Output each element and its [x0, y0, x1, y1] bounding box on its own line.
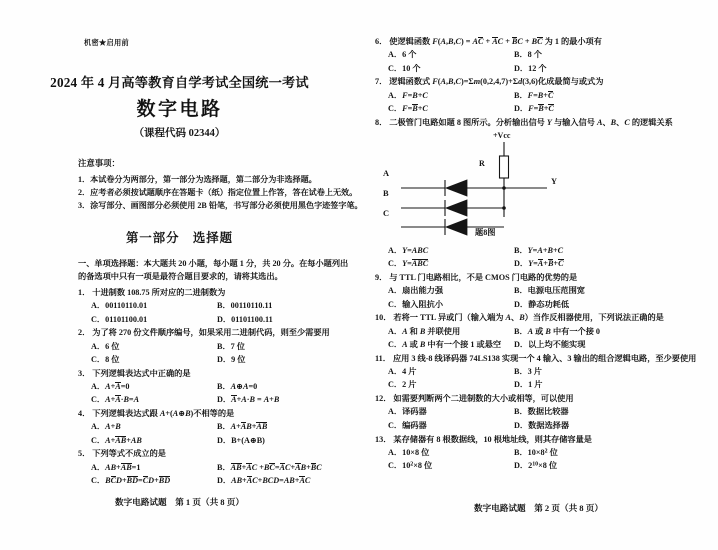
option-c[interactable]: C．8 位 — [91, 354, 120, 364]
option-b[interactable]: B．$10\times 8^2$ 位 — [514, 447, 558, 457]
question-stem: 下列逻辑表达式中正确的是 — [92, 368, 191, 378]
question-stem: 某存储器有 8 根数据线，10 根地址线，则其存储容量是 — [393, 434, 592, 444]
option-c[interactable]: C．A 或 B 中有一个接 1 或悬空 — [388, 340, 502, 350]
course-code: （课程代码 02344） — [133, 128, 226, 139]
option-a[interactable]: A．Y=ABC — [388, 246, 429, 256]
option-d[interactable]: D．9 位 — [217, 354, 246, 364]
section-intro: 一、单项选择题：本大题共 20 小题，每小题 1 分，共 20 分。在每小题列出的备选项中只有一项是最符合题目要求的，请将其选出。 — [78, 259, 349, 281]
question-3 — [78, 368, 354, 407]
question-1 — [78, 287, 354, 326]
page-footer-left: 数字电路试题 第 1 页（共 8 页） — [115, 497, 244, 507]
option-c[interactable]: C．BCD+BD=CD+BD — [91, 476, 171, 486]
option-b[interactable]: B．8 个 — [514, 50, 542, 60]
circuit-caption: 题8图 — [475, 228, 496, 238]
option-d[interactable]: D．$2^{10}\times 8$ 位 — [514, 461, 558, 471]
option-a[interactable]: A．A+A=0 — [91, 382, 130, 392]
option-b[interactable]: B．A⊕A=0 — [217, 382, 258, 392]
option-d[interactable]: D．A+A·B = A+B — [217, 395, 280, 405]
option-d[interactable]: D．1 片 — [514, 380, 543, 390]
option-d[interactable]: D．静态功耗低 — [514, 299, 570, 309]
option-group — [78, 461, 354, 488]
part-one-heading: 第一部分 选择题 — [125, 231, 234, 245]
option-d[interactable]: D．以上均不能实现 — [514, 340, 586, 350]
option-d[interactable]: D．数据选择器 — [514, 420, 570, 430]
question-stem: 二极管门电路如题 8 图所示。分析输出信号 Y 与输入信号 A、B、C 的逻辑关系 — [389, 117, 673, 127]
question-7 — [375, 76, 661, 115]
option-a[interactable]: A．扇出能力强 — [388, 286, 444, 296]
option-d[interactable]: D．F=B+C — [514, 103, 554, 113]
option-group — [78, 299, 354, 326]
circuit-svg — [375, 131, 661, 243]
question-stem: 使逻辑函数 F(A,B,C) = AC + AC + BC + BC 为 1 的最小项有 — [389, 37, 602, 46]
question-list-left — [78, 287, 354, 489]
option-group — [375, 48, 661, 75]
option-group — [78, 420, 354, 447]
resistor-label: R — [479, 159, 485, 169]
question-number: 13． — [375, 434, 392, 444]
question-list-right — [375, 36, 697, 474]
question-stem: 为了将 270 份文件顺序编号，如果采用二进制代码，则至少需要用 — [92, 328, 330, 338]
question-stem: 下列等式不成立的是 — [92, 449, 166, 459]
option-group — [375, 405, 661, 432]
notes-heading: 注意事项： — [78, 159, 120, 168]
option-c[interactable]: C．A+AB+AB — [91, 435, 142, 445]
option-c[interactable]: C．$10^2\times 8$ 位 — [388, 461, 433, 471]
question-number: 3． — [78, 368, 91, 378]
question-10 — [375, 312, 664, 351]
option-c[interactable]: C．01101100.01 — [91, 314, 148, 324]
secret-notice: 机密★启用前 — [84, 39, 129, 47]
option-d[interactable]: D．AB+AC+BCD=AB+AC — [217, 476, 311, 486]
question-11 — [375, 353, 697, 392]
option-b[interactable]: B．电源电压范围宽 — [514, 286, 585, 296]
question-12 — [375, 393, 661, 432]
option-a[interactable]: A．A 和 B 并联使用 — [388, 326, 461, 336]
question-stem: 逻辑函数式 F(A,B,C)=Σm(0,2,4,7)+Σd(3,6)化成最简与或式为 — [389, 77, 604, 87]
option-group — [375, 325, 661, 352]
option-b[interactable]: B．3 片 — [514, 367, 542, 377]
question-number: 8． — [375, 117, 388, 127]
question-4 — [78, 408, 354, 447]
option-c[interactable]: C．A+A·B=A — [91, 395, 140, 405]
option-group — [78, 340, 354, 367]
note-item: 1．本试卷分为两部分，第一部分为选择题，第二部分为非选择题。 — [78, 174, 317, 184]
option-c[interactable]: C．输入阻抗小 — [388, 299, 444, 309]
option-d[interactable]: D．Y=A+B+C — [514, 259, 564, 269]
option-c[interactable]: C．编码器 — [388, 420, 427, 430]
input-label-c: C — [383, 209, 390, 219]
page-right — [359, 0, 718, 550]
output-label: Y — [551, 177, 558, 187]
page-footer-right: 数字电路试题 第 2 页（共 8 页） — [474, 503, 603, 513]
option-d[interactable]: D．12 个 — [514, 63, 547, 73]
option-a[interactable]: A．10×8 位 — [388, 447, 430, 457]
option-c[interactable]: C．2 片 — [388, 380, 417, 390]
option-b[interactable]: B．AB+AC +BC=AC+AB+BC — [217, 462, 322, 472]
input-label-a: A — [383, 169, 390, 179]
option-c[interactable]: C．Y=ABC — [388, 259, 429, 269]
input-label-b: B — [383, 189, 389, 199]
question-8 — [375, 117, 673, 271]
notes-block — [78, 157, 363, 212]
option-b[interactable]: B．数据比较器 — [514, 407, 569, 417]
option-c[interactable]: C．F=B+C — [388, 103, 428, 113]
question-number: 5． — [78, 449, 91, 459]
question-stem: 十进制数 108.75 所对应的二进制数为 — [92, 288, 226, 297]
question-2 — [78, 327, 354, 366]
note-item: 2．应考者必须按试题顺序在答题卡（纸）指定位置上作答，答在试卷上无效。 — [78, 187, 358, 197]
option-group — [375, 284, 661, 311]
question-number: 12． — [375, 394, 392, 404]
option-b[interactable]: B．7 位 — [217, 341, 245, 351]
circuit-diagram-question-8 — [375, 131, 661, 243]
option-group — [375, 446, 661, 473]
option-d[interactable]: D．B+(A⊕B) — [217, 435, 265, 445]
question-stem: 与 TTL 门电路相比，不是 CMOS 门电路的优势的是 — [389, 273, 578, 283]
vcc-label: +Vcc — [493, 131, 511, 141]
option-a[interactable]: A．00110110.01 — [91, 301, 148, 311]
question-number: 6． — [375, 37, 388, 46]
option-a[interactable]: A．6 位 — [91, 341, 120, 351]
question-stem: 下列逻辑表达式跟 A+(A⊕B)不相等的是 — [92, 409, 235, 419]
option-b[interactable]: B．F=B+C — [514, 90, 554, 100]
subject-title: 数字电路 — [136, 99, 223, 120]
question-number: 1． — [78, 288, 91, 297]
option-a[interactable]: A．译码器 — [388, 407, 427, 417]
option-b[interactable]: B．00110110.11 — [217, 301, 273, 311]
question-number: 11． — [375, 353, 391, 363]
question-number: 2． — [78, 328, 91, 338]
question-number: 4． — [78, 409, 91, 419]
option-a[interactable]: A．A+B — [91, 422, 121, 432]
option-group — [375, 365, 661, 392]
option-a[interactable]: A．F=B+C — [388, 90, 428, 100]
question-5 — [78, 448, 354, 487]
question-number: 10． — [375, 313, 392, 323]
option-a[interactable]: A．6 个 — [388, 50, 417, 60]
option-b[interactable]: B．Y=A+B+C — [514, 246, 564, 256]
question-6 — [375, 36, 661, 75]
question-number: 9． — [375, 273, 388, 283]
option-b[interactable]: B．A 或 B 中有一个接 0 — [514, 326, 601, 336]
option-group — [375, 89, 661, 116]
question-stem: 若将一 TTL 异或门（输入端为 A、B）当作反相器使用，下列说法正确的是 — [393, 313, 664, 323]
option-a[interactable]: A．4 片 — [388, 367, 417, 377]
option-group — [78, 380, 354, 407]
option-c[interactable]: C．10 个 — [388, 63, 421, 73]
option-b[interactable]: B．A+AB+AB — [217, 422, 268, 432]
note-item: 3．涂写部分、画图部分必须使用 2B 铅笔，书写部分必须使用黑色字迹签字笔。 — [78, 200, 363, 210]
question-number: 7． — [375, 77, 388, 87]
option-a[interactable]: A．AB+AB=1 — [91, 462, 141, 472]
question-stem: 应用 3 线-8 线译码器 74LS138 实现一个 4 输入、3 输出的组合逻辑电路，至少要使用 — [392, 353, 697, 363]
option-d[interactable]: D．01101100.11 — [217, 314, 273, 324]
question-stem: 如需要判断两个二进制数的大小或相等，可以使用 — [393, 394, 574, 404]
option-group — [375, 244, 661, 271]
question-13 — [375, 434, 661, 473]
exam-title: 2024 年 4 月高等教育自学考试全国统一考试 — [50, 75, 309, 90]
question-9 — [375, 272, 661, 311]
